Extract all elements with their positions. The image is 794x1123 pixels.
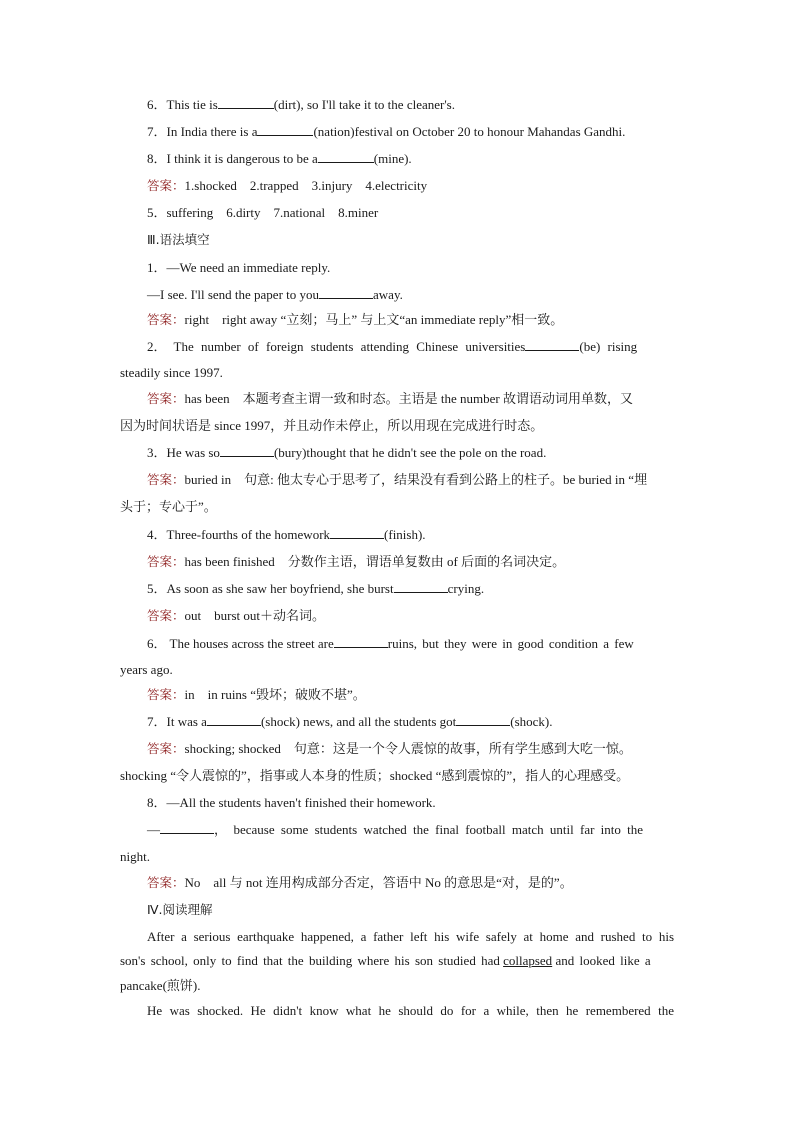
question-text: (be) rising [579, 339, 638, 354]
answer-blank [334, 635, 388, 648]
grammar-answer-2-line-2: 因为时间状语是 since 1997，并且动作未停止，所以用现在完成进行时态。 [120, 418, 544, 433]
grammar-answer-4 [147, 553, 674, 571]
question-text: — [147, 822, 160, 837]
question-text: 6． The houses across the street are [147, 636, 334, 651]
grammar-answer-8 [147, 874, 674, 892]
answer-label: 答案： [147, 472, 185, 487]
answer-text: has been finished 分数作主语，谓语单复数由 of 后面的名词决定。 [184, 554, 566, 569]
question-text: 5．As soon as she saw her boyfriend, she burst [147, 581, 394, 596]
answer-label: 答案： [147, 608, 185, 623]
section-heading-grammar: Ⅲ.语法填空 [147, 232, 210, 247]
answer-label: 答案： [147, 875, 185, 890]
passage-text: son's school, only to find that the building where his son studied had [120, 953, 500, 968]
answer-text: in in ruins “毁坏；破败不堪”。 [184, 687, 366, 702]
section-heading-reading: Ⅳ.阅读理解 [147, 902, 213, 917]
question-text: —I see. I'll send the paper to you [147, 287, 320, 302]
answer-blank [160, 821, 214, 834]
reading-paragraph-2-line-1: He was shocked. He didn't know what he should do for a while, then he remembered the [147, 1003, 674, 1018]
grammar-question-3 [147, 444, 674, 462]
question-text: (shock). [510, 714, 553, 729]
answer-text: right right away “立刻；马上” 与上文“an immediate reply”相一致。 [184, 312, 564, 327]
question-text: 2． The number of foreign students attending Chinese universities [147, 339, 526, 354]
question-text: (bury)thought that he didn't see the pole on the road. [273, 445, 547, 460]
grammar-answer-5 [147, 607, 674, 625]
answer-blank [394, 580, 448, 593]
question-text: 8．I think it is dangerous to be a [147, 151, 318, 166]
answer-label: 答案： [147, 391, 185, 406]
grammar-answer-1 [147, 311, 674, 329]
grammar-question-4 [147, 526, 674, 544]
reading-paragraph-1-line-2 [120, 952, 674, 970]
question-text: 3．He was so [147, 445, 220, 460]
grammar-answer-6 [147, 686, 674, 704]
answer-blank [456, 713, 510, 726]
question-text: 6．This tie is [147, 97, 218, 112]
grammar-answer-3-line-1 [147, 471, 674, 489]
grammar-question-2 [147, 338, 674, 356]
grammar-question-7 [147, 713, 674, 731]
answer-blank [525, 338, 579, 351]
answer-blank [319, 286, 373, 299]
vocab-answer-line-1 [147, 177, 674, 195]
question-text: (finish). [384, 527, 426, 542]
grammar-question-6-cont: years ago. [120, 662, 173, 677]
answer-text: has been 本题考查主谓一致和时态。主语是 the number 故谓语动词用单数，又 [184, 391, 633, 406]
reading-paragraph-1-line-3: pancake(煎饼). [120, 978, 201, 993]
question-text: ， because some students watched the final football match until far into the [214, 822, 644, 837]
question-text: (dirt), so I'll take it to the cleaner's. [273, 97, 455, 112]
question-text: 4．Three-fourths of the homework [147, 527, 331, 542]
vocab-question-6 [147, 96, 674, 114]
question-text: away. [373, 287, 403, 302]
grammar-question-8: 8．—All the students haven't finished their homework. [147, 795, 436, 810]
answer-label: 答案： [147, 687, 185, 702]
vocab-question-8 [147, 150, 674, 168]
answer-blank [318, 150, 374, 163]
answer-text: out burst out＋动名词。 [184, 608, 325, 623]
grammar-question-1-reply [147, 286, 674, 304]
answer-label: 答案： [147, 312, 185, 327]
question-text: (shock) news, and all the students got [260, 714, 457, 729]
answer-text: shocking; shocked 句意：这是一个令人震惊的故事，所有学生感到大吃一惊。 [184, 741, 632, 756]
passage-text: and looked like a [555, 953, 651, 968]
answer-label: 答案： [147, 741, 185, 756]
answer-label: 答案： [147, 554, 185, 569]
reading-paragraph-1-line-1: After a serious earthquake happened, a father left his wife safely at home and rushed to his [147, 929, 674, 944]
answer-blank [207, 713, 261, 726]
vocab-answer-line-2 [147, 204, 674, 222]
question-text: (nation)festival on October 20 to honour Mahandas Gandhi. [313, 124, 626, 139]
grammar-answer-2-line-1 [147, 390, 674, 408]
answer-text: No all 与 not 连用构成部分否定，答语中 No 的意思是“对，是的”。 [184, 875, 573, 890]
question-text: (mine). [373, 151, 412, 166]
grammar-answer-7-line-2: shocking “令人震惊的”，指事或人本身的性质；shocked “感到震惊的”，指人的心理感受。 [120, 768, 630, 783]
grammar-answer-7-line-1 [147, 740, 674, 758]
underlined-word: collapsed [503, 953, 553, 968]
vocab-question-7 [147, 123, 674, 141]
answer-label: 答案： [147, 178, 185, 193]
question-text: crying. [447, 581, 485, 596]
grammar-answer-3-line-2: 头于；专心于”。 [120, 499, 217, 514]
question-text: 7．It was a [147, 714, 207, 729]
answer-blank [257, 123, 313, 136]
grammar-question-5 [147, 580, 674, 598]
grammar-question-8-reply [147, 821, 674, 839]
grammar-question-6 [147, 635, 674, 653]
answer-text: 5．suffering 6.dirty 7.national 8.miner [147, 205, 379, 220]
grammar-question-2-cont: steadily since 1997. [120, 365, 223, 380]
question-text: ruins, but they were in good condition a few [387, 636, 634, 651]
grammar-question-1: 1．—We need an immediate reply. [147, 260, 331, 275]
question-text: 7．In India there is a [147, 124, 258, 139]
grammar-question-8-cont: night. [120, 849, 150, 864]
answer-text: buried in 句意: 他太专心于思考了，结果没有看到公路上的柱子。be buried in “埋 [184, 472, 648, 487]
answer-blank [218, 96, 274, 109]
answer-blank [330, 526, 384, 539]
answer-blank [220, 444, 274, 457]
answer-text: 1.shocked 2.trapped 3.injury 4.electricity [184, 178, 428, 193]
